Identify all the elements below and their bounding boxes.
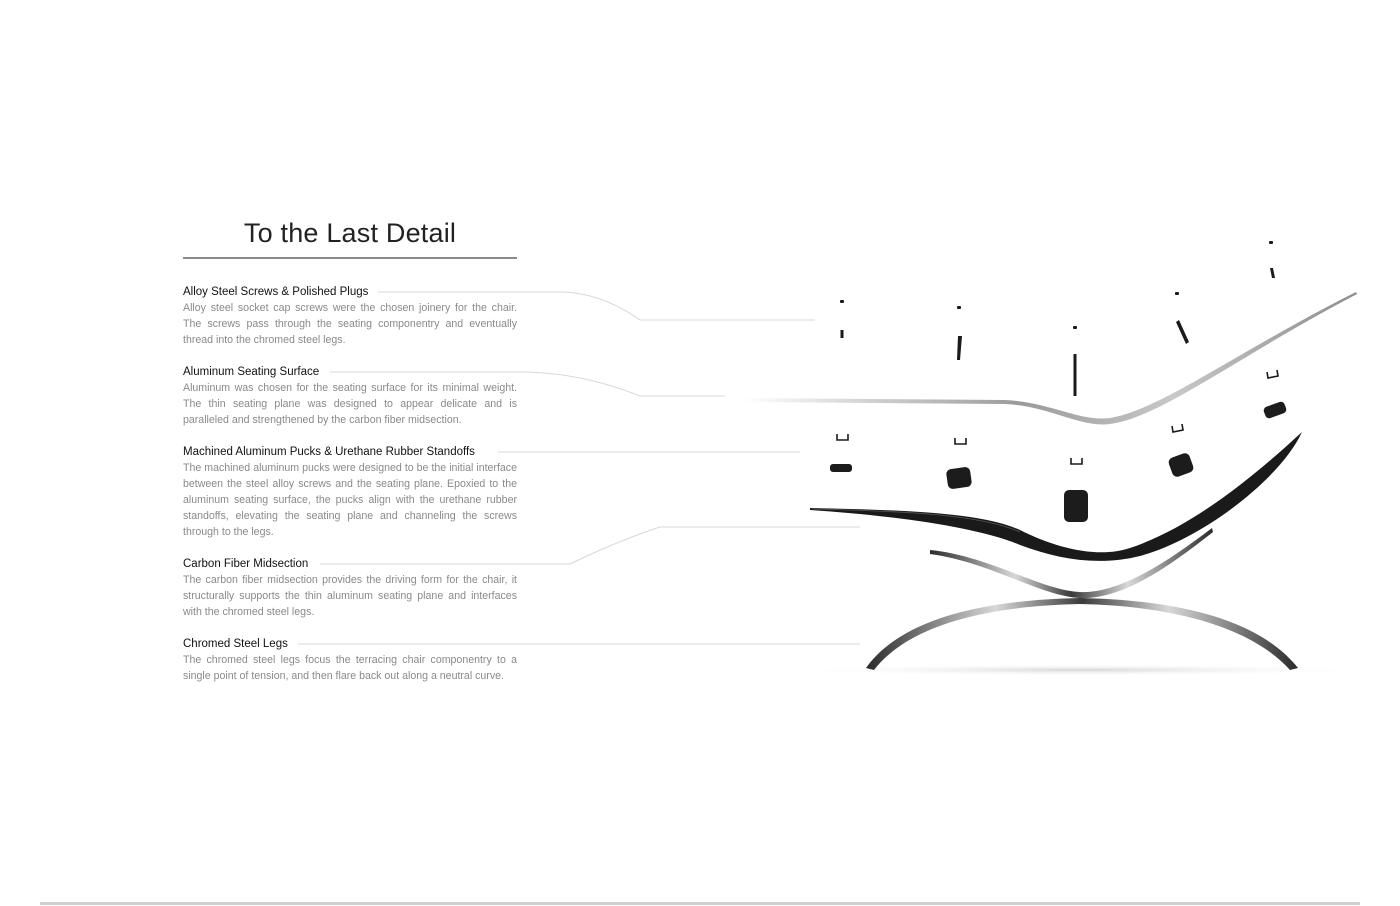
page-title: To the Last Detail — [243, 218, 457, 248]
title-underline — [183, 257, 517, 259]
section-heading: Alloy Steel Screws & Polished Plugs — [183, 286, 369, 298]
section-steel-legs — [183, 636, 517, 684]
section-body: The machined aluminum pucks were designed to be the initial interface between the steel alloy screws and the seating plane. Epoxied to the aluminum seating surface, the pucks align with the urethane rubber standoffs, elevating the seating plane and channeling the screws through to the legs. — [183, 462, 517, 538]
footer-divider — [40, 902, 1360, 905]
section-body: Alloy steel socket cap screws were the chosen joinery for the chair. The screws pass through the seating componentry and eventually thread into the chromed steel legs. — [183, 302, 517, 346]
section-body: Aluminum was chosen for the seating surface for its minimal weight. The thin seating plane was designed to appear delicate and is paralleled and strengthened by the carbon fiber midsection. — [183, 382, 517, 426]
section-pucks-standoffs — [183, 444, 517, 540]
section-screws — [183, 284, 517, 348]
exploded-chair-illustration — [700, 220, 1400, 700]
aluminum-seating-surface — [745, 292, 1357, 424]
section-heading: Chromed Steel Legs — [183, 638, 288, 650]
carbon-fiber-midsection — [810, 432, 1302, 561]
section-seating-surface — [183, 364, 517, 428]
section-heading: Carbon Fiber Midsection — [183, 558, 309, 570]
chromed-steel-legs-lower — [866, 598, 1298, 670]
section-carbon-midsection — [183, 556, 517, 620]
section-body: The chromed steel legs focus the terracing chair componentry to a single point of tension, and then flare back out along a neutral curve. — [183, 654, 517, 682]
section-body: The carbon fiber midsection provides the driving form for the chair, it structurally supports the thin aluminum seating plane and interfaces with the chromed steel legs. — [183, 574, 517, 618]
section-heading: Machined Aluminum Pucks & Urethane Rubber Standoffs — [183, 446, 475, 458]
screw-icon — [840, 241, 1275, 396]
section-heading: Aluminum Seating Surface — [183, 366, 320, 378]
aluminum-puck-icon — [837, 370, 1278, 464]
